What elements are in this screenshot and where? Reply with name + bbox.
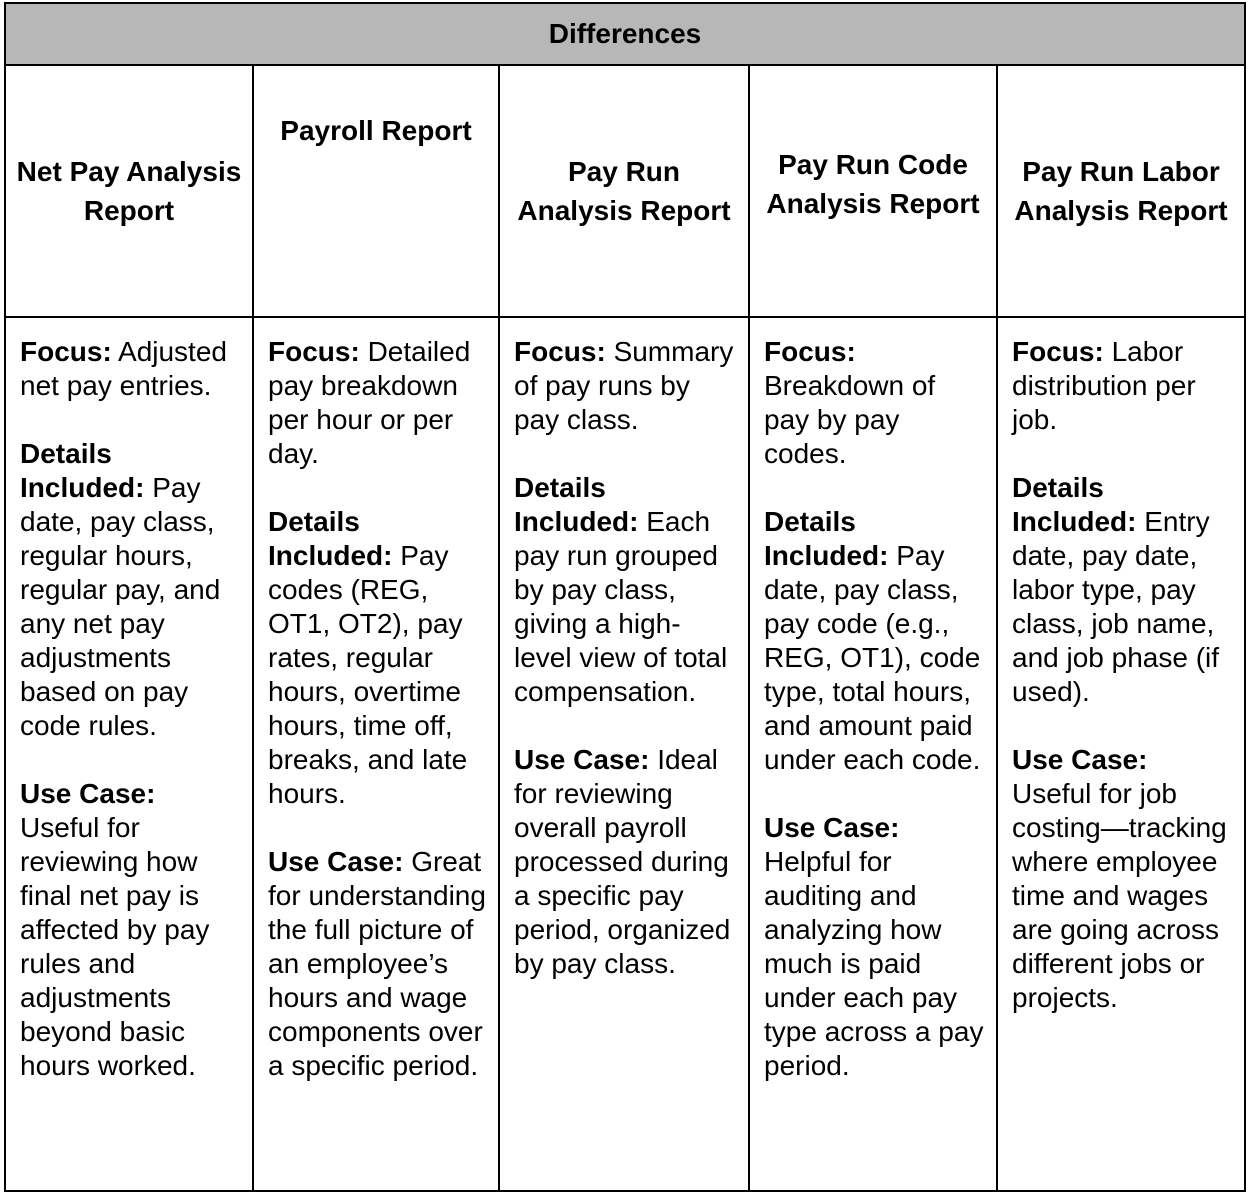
column-header-pay-run-analysis: Pay Run Analysis Report — [499, 65, 749, 317]
usecase-paragraph — [1012, 743, 1232, 1015]
differences-table — [4, 2, 1246, 1192]
usecase-label: Use Case: — [268, 846, 404, 877]
usecase-label: Use Case: — [20, 778, 156, 809]
usecase-paragraph — [514, 743, 736, 981]
details-label: Details Included: — [764, 506, 889, 571]
column-header-pay-run-code-analysis: Pay Run Code Analysis Report — [749, 65, 997, 317]
usecase-paragraph — [268, 845, 486, 1083]
details-paragraph — [268, 505, 486, 811]
details-label: Details Included: — [20, 438, 145, 503]
details-text: Pay date, pay class, pay code (e.g., REG, OT1), code type, total hours, and amount paid under each code. — [764, 540, 981, 775]
focus-label: Focus: — [764, 336, 856, 367]
details-text: Each pay run grouped by pay class, giving a high-level view of total compensation. — [514, 506, 728, 707]
focus-text: Summary of pay runs by pay class. — [514, 336, 734, 435]
focus-text: Labor distribution per job. — [1012, 336, 1196, 435]
table-title: Differences — [5, 3, 1245, 65]
focus-label: Focus: — [268, 336, 360, 367]
column-header-payroll-report: Payroll Report — [253, 65, 499, 317]
focus-paragraph — [514, 335, 736, 437]
focus-text: Adjusted net pay entries. — [20, 336, 227, 401]
usecase-label: Use Case: — [764, 812, 900, 843]
column-body-payroll-report — [253, 317, 499, 1191]
column-body-pay-run-analysis — [499, 317, 749, 1191]
focus-paragraph — [764, 335, 984, 471]
focus-paragraph — [1012, 335, 1232, 437]
usecase-text: Useful for reviewing how final net pay is affected by pay rules and adjustments beyond basic hours worked. — [20, 812, 210, 1081]
usecase-paragraph — [20, 777, 240, 1083]
usecase-text: Ideal for reviewing overall payroll processed during a specific pay period, organized by pay class. — [514, 744, 731, 979]
usecase-text: Helpful for auditing and analyzing how much is paid under each pay type across a pay period. — [764, 846, 984, 1081]
column-body-pay-run-code-analysis — [749, 317, 997, 1191]
usecase-paragraph — [764, 811, 984, 1083]
details-text: Entry date, pay date, labor type, pay class, job name, and job phase (if used). — [1012, 506, 1220, 707]
column-header-net-pay-analysis: Net Pay Analysis Report — [5, 65, 253, 317]
column-body-net-pay-analysis — [5, 317, 253, 1191]
focus-label: Focus: — [1012, 336, 1104, 367]
details-text: Pay codes (REG, OT1, OT2), pay rates, regular hours, overtime hours, time off, breaks, and late hours. — [268, 540, 468, 809]
details-paragraph — [20, 437, 240, 743]
details-paragraph — [514, 471, 736, 709]
focus-label: Focus: — [20, 336, 112, 367]
usecase-text: Great for understanding the full picture of an employee’s hours and wage components over a specific period. — [268, 846, 486, 1081]
usecase-label: Use Case: — [1012, 744, 1148, 775]
focus-label: Focus: — [514, 336, 606, 367]
details-text: Pay date, pay class, regular hours, regular pay, and any net pay adjustments based on pay code rules. — [20, 472, 221, 741]
focus-text: Detailed pay breakdown per hour or per day. — [268, 336, 471, 469]
usecase-label: Use Case: — [514, 744, 650, 775]
focus-paragraph — [20, 335, 240, 403]
details-paragraph — [764, 505, 984, 777]
column-body-pay-run-labor-analysis — [997, 317, 1245, 1191]
details-paragraph — [1012, 471, 1232, 709]
details-label: Details Included: — [1012, 472, 1137, 537]
details-label: Details Included: — [268, 506, 393, 571]
focus-text: Breakdown of pay by pay codes. — [764, 370, 936, 469]
details-label: Details Included: — [514, 472, 639, 537]
usecase-text: Useful for job costing—tracking where employee time and wages are going across different jobs or projects. — [1012, 778, 1227, 1013]
column-header-pay-run-labor-analysis: Pay Run Labor Analysis Report — [997, 65, 1245, 317]
focus-paragraph — [268, 335, 486, 471]
